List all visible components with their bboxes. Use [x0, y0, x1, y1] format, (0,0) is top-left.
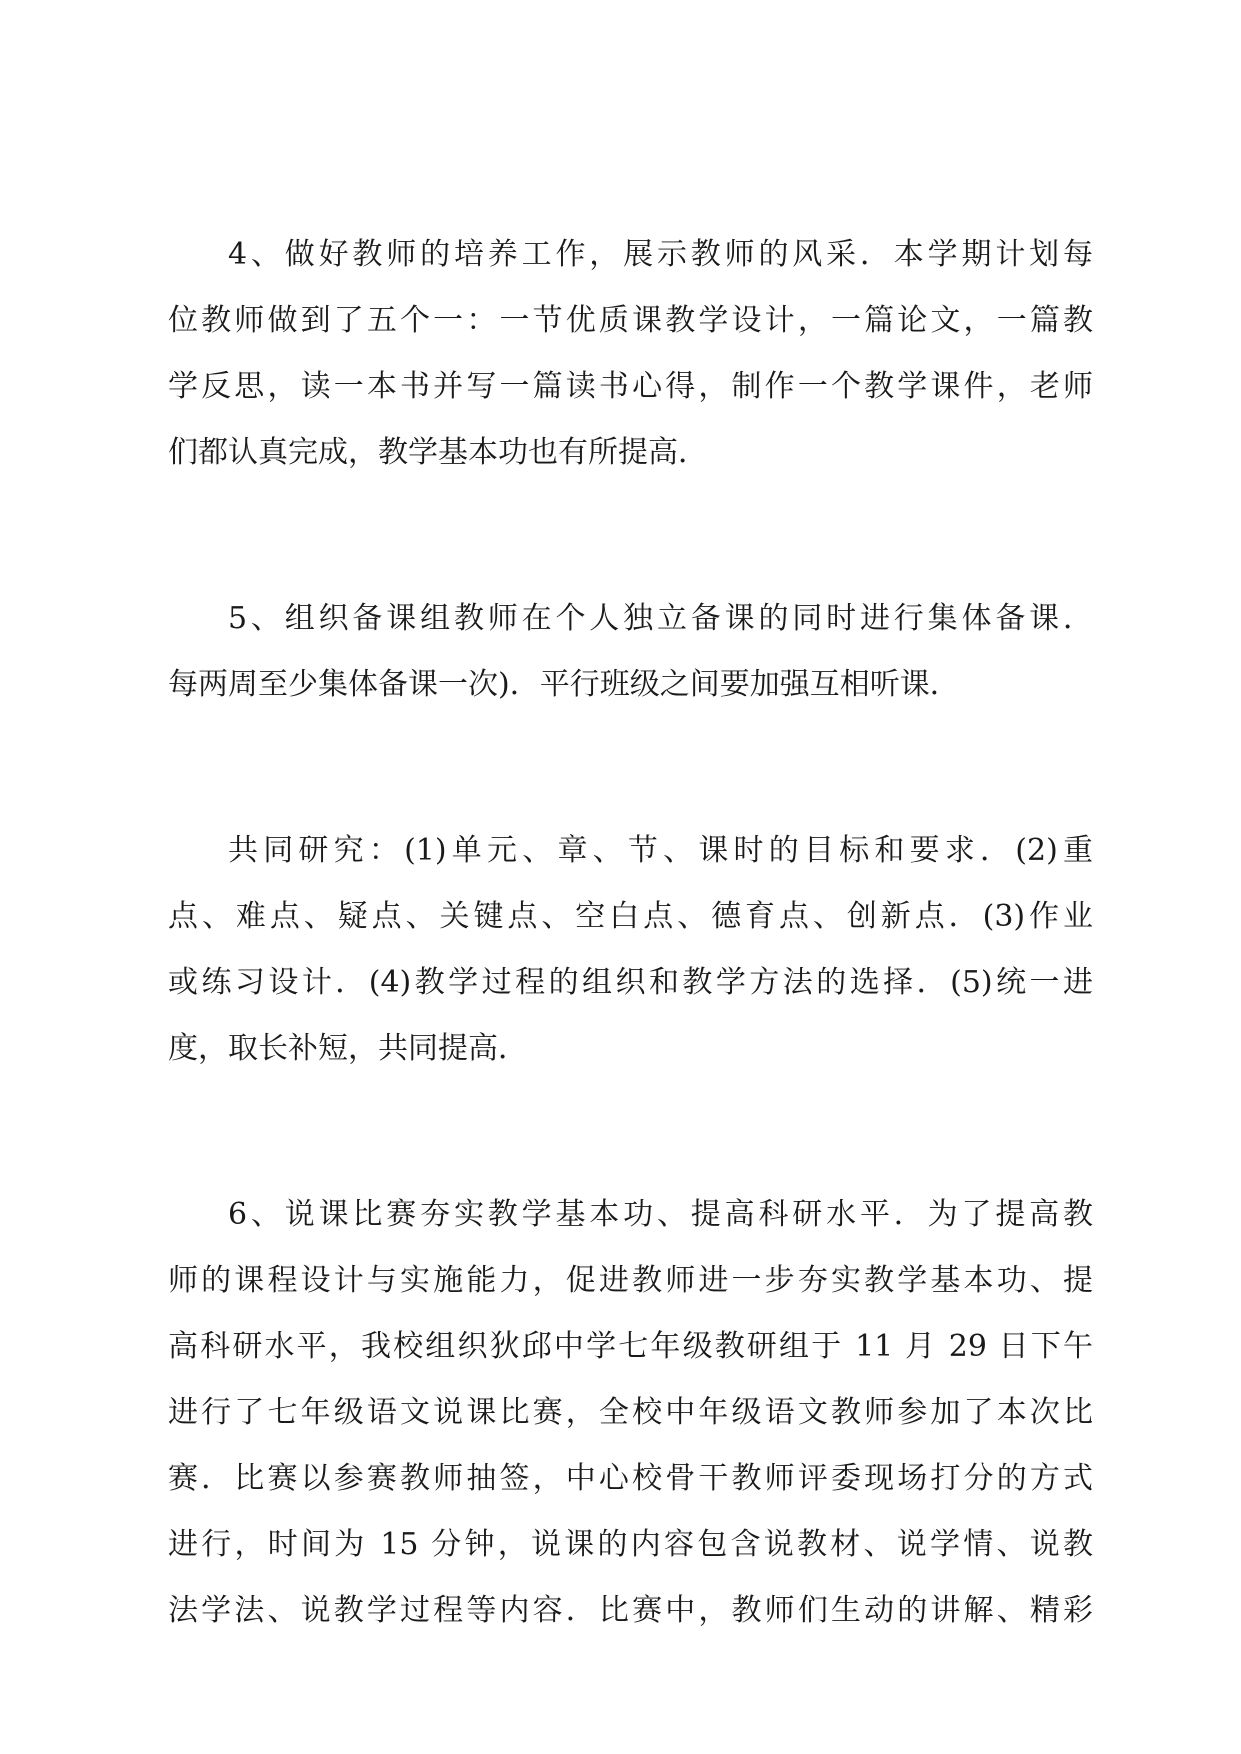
paragraph-spacer	[168, 718, 1093, 818]
text-line: 每两周至少集体备课一次)．平行班级之间要加强互相听课．	[168, 667, 960, 702]
text-line: 5、组织备课组教师在个人独立备课的同时进行集体备课．	[228, 601, 1093, 636]
text-line: 4、做好教师的培养工作，展示教师的风采．本学期计划每	[228, 237, 1093, 272]
text-line: 赛．比赛以参赛教师抽签，中心校骨干教师评委现场打分的方式	[168, 1461, 1093, 1496]
paragraph-spacer	[168, 486, 1093, 586]
text-line: 进行了七年级语文说课比赛，全校中年级语文教师参加了本次比	[168, 1395, 1093, 1430]
text-line: 共同研究：(1)单元、章、节、课时的目标和要求．(2)重	[228, 833, 1093, 868]
text-line: 点、难点、疑点、关键点、空白点、德育点、创新点．(3)作业	[168, 899, 1093, 934]
paragraph-collective-lesson-prep	[168, 586, 1093, 718]
text-line: 们都认真完成，教学基本功也有所提高．	[168, 435, 708, 470]
text-line: 师的课程设计与实施能力，促进教师进一步夯实教学基本功、提	[168, 1263, 1093, 1298]
paragraph-spacer	[168, 1082, 1093, 1182]
text-line: 6、说课比赛夯实教学基本功、提高科研水平．为了提高教	[228, 1197, 1093, 1232]
paragraph-lecture-competition	[168, 1182, 1093, 1644]
document-body	[168, 222, 1093, 1644]
text-line: 高科研水平，我校组织狄邱中学七年级教研组于 11 月 29 日下午	[168, 1329, 1093, 1364]
text-line: 度，取长补短，共同提高．	[168, 1031, 528, 1066]
text-line: 法学法、说教学过程等内容．比赛中，教师们生动的讲解、精彩	[168, 1593, 1093, 1628]
paragraph-joint-research	[168, 818, 1093, 1082]
text-line: 位教师做到了五个一：一节优质课教学设计，一篇论文，一篇教	[168, 303, 1093, 338]
paragraph-teacher-training	[168, 222, 1093, 486]
text-line: 或练习设计．(4)教学过程的组织和教学方法的选择．(5)统一进	[168, 965, 1093, 1000]
text-line: 学反思，读一本书并写一篇读书心得，制作一个教学课件，老师	[168, 369, 1093, 404]
text-line: 进行，时间为 15 分钟，说课的内容包含说教材、说学情、说教	[168, 1527, 1093, 1562]
